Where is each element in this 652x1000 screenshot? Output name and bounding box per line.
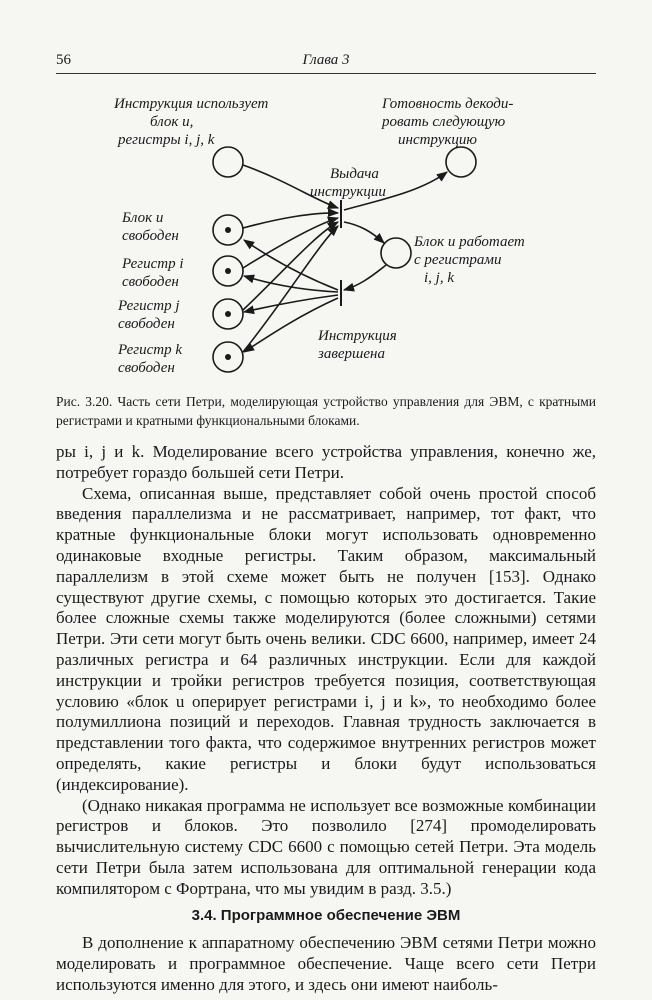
label-reg-k-free: Регистр k свободен [118, 342, 183, 376]
paragraph: (Однако никакая программа не использует все возможные комбинации регистров и блоков. Это позволило [274] промоделировать вычислительную систему CDC 6600 с помощью сетей Петри. Эта модель сети Петри была затем использована для оптимальной генерации кода компилятором с Фортрана, что мы увидим в разд. 3.5.) [56, 795, 596, 898]
token [225, 227, 231, 233]
label-issue: Выдача инструкции [310, 166, 386, 200]
running-head: Глава 3 [302, 52, 350, 68]
page-number: 56 [56, 52, 71, 68]
arc [344, 265, 386, 290]
section-heading: 3.4. Программное обеспечение ЭВМ [191, 906, 461, 924]
token [225, 354, 231, 360]
token [225, 268, 231, 274]
petri-net-figure [0, 80, 652, 390]
arc [344, 222, 384, 243]
label-instr-uses: Инструкция использует блок u, регистры i, j, k [114, 96, 269, 148]
label-ready-decode: Готовность декоди- ровать следующую инструкцию [382, 96, 514, 148]
header-rule [56, 73, 596, 74]
paragraph: ры i, j и k. Моделирование всего устройства управления, конечно же, потребует гораздо большей сети Петри. [56, 442, 596, 482]
label-block-works: Блок u работает с регистрами i, j, k [414, 234, 525, 286]
arc [243, 213, 338, 228]
label-block-free: Блок u свободен [122, 210, 179, 244]
figure-caption: Рис. 3.20. Часть сети Петри, моделирующая устройство управления для ЭВМ, с кратными регистрами и кратными функциональными блоками. [56, 394, 596, 428]
arc [244, 240, 338, 290]
paragraph: Схема, описанная выше, представляет собой очень простой способ введения параллелизма и не рассматривает, например, тот факт, что кратные функциональные блоки могут использовать одновременно одинаковые входные регистры. Таким образом, максимальный параллелизм в этой схеме может быть не получен [153]. Однако существуют другие схемы, с помощью которых это достигается. Такие более сложные схемы также моделируются (более сложными) сетями Петри. Эти сети могут быть очень велики. CDC 6600, например, имеет 24 различных регистра и 64 различных инструкции. Если для каждой инструкции и тройки регистров требуется позиция, соответствующая условию «блок u оперирует регистрами i, j и k», то необходимо более полумиллиона позиций и переходов. Главная трудность заключается в представлении того факта, что содержимое внутренних регистров может определять, какие регистры и блоки будут использоваться (индексирование). [56, 483, 596, 794]
place-ready-decode [446, 147, 476, 177]
place-instr-uses [213, 147, 243, 177]
body-text [56, 442, 596, 996]
arc [244, 295, 338, 312]
paragraph: В дополнение к аппаратному обеспечению ЭВМ сетями Петри можно моделировать и программное обеспечение. Чаще всего сети Петри используются именно для этого, и здесь они имеют наиболь- [56, 933, 596, 994]
label-instr-done: Инструкция завершена [318, 328, 397, 362]
label-reg-j-free: Регистр j свободен [118, 298, 180, 332]
place-block-works [381, 238, 411, 268]
label-reg-i-free: Регистр i свободен [122, 256, 184, 290]
token [225, 311, 231, 317]
